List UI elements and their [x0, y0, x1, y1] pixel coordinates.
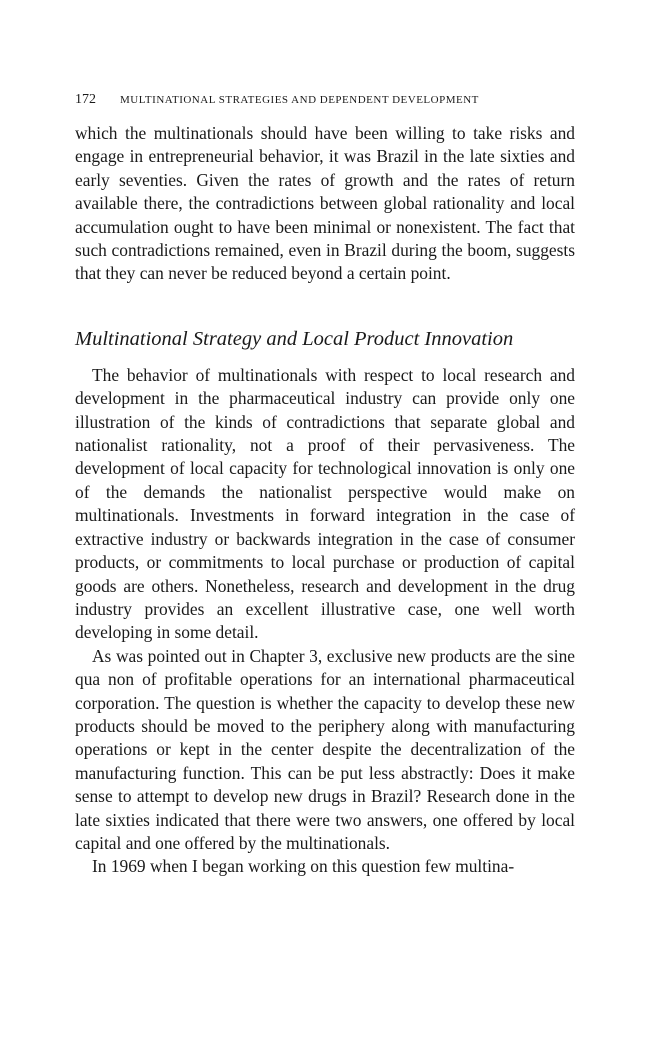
paragraph-2: As was pointed out in Chapter 3, exclusive new products are the sine qua non of profitable operations for an international pharmaceutical corporation. The question is whether the capacity to develop these new products should be moved to the periphery along with manufacturing operations or kept in the center despite the decentralization of the manufacturing function. This can be put less abstractly: Does it make sense to attempt to develop new drugs in Brazil? Research done in the late sixties indicated that there were two answers, one offered by local capital and one offered by the multinationals.	[75, 645, 575, 853]
continuation-paragraph: which the multinationals should have been willing to take risks and engage in entrepreneurial behavior, it was Brazil in the late sixties and early seventies. Given the rates of growth and the rates of return available there, the contradictions between global rationality and local accumulation ought to have been minimal or nonexistent. The fact that such contradictions remained, even in Brazil during the boom, suggests that they can never be reduced beyond a certain point.	[75, 123, 575, 284]
page-number: 172	[75, 92, 96, 107]
section-heading: Multinational Strategy and Local Product Innovation	[75, 327, 514, 350]
running-title: MULTINATIONAL STRATEGIES AND DEPENDENT DEVELOPMENT	[120, 94, 479, 106]
book-page	[75, 92, 575, 879]
running-header	[75, 92, 575, 114]
paragraph-3: In 1969 when I began working on this question few multina-	[92, 856, 515, 877]
paragraph-1: The behavior of multinationals with respect to local research and development in the pharmaceutical industry can provide only one illustration of the kinds of contradictions that separate global and nationalist rationality, not a proof of their pervasiveness. The development of local capacity for technological innovation is only one of the demands the nationalist perspective would make on multinationals. Investments in forward integration in the case of extractive industry or backwards integration in the case of consumer products, or commitments to local purchase or production of capital goods are others. Nonetheless, research and development in the drug industry provides an excellent illustrative case, one well worth developing in some detail.	[75, 364, 575, 643]
